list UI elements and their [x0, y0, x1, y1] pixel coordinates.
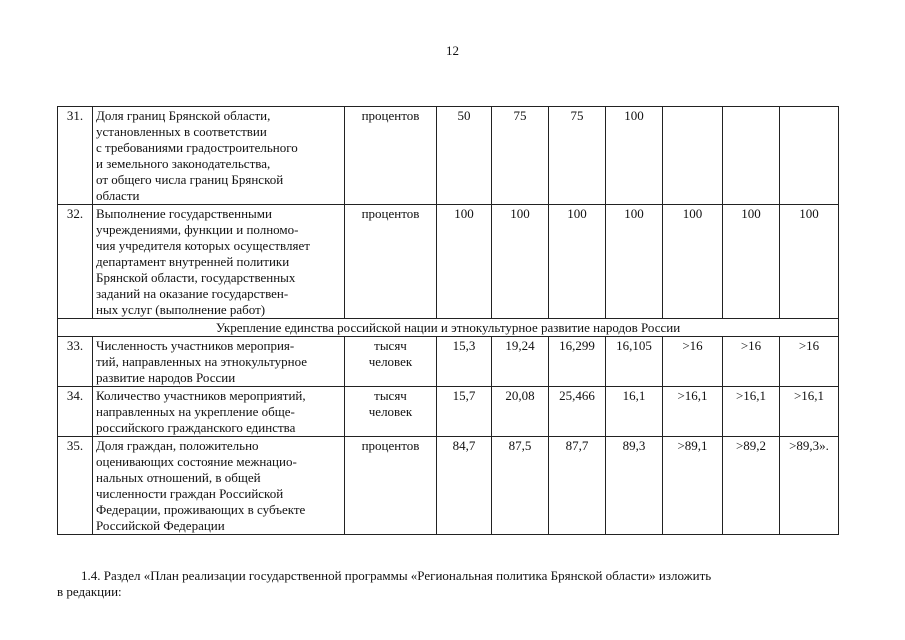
paragraph-text-continuation: в редакции:	[57, 584, 122, 599]
indicator-name-line: ных услуг (выполнение работ)	[96, 302, 266, 317]
table-row	[58, 205, 839, 319]
indicator-name-line: тий, направленных на этнокультурное	[96, 354, 308, 369]
indicator-name-line: учреждениями, функции и полномо-	[96, 222, 299, 237]
indicator-name-line: численности граждан Российской	[96, 486, 284, 501]
value-cell: 87,7	[549, 437, 606, 535]
row-number: 33.	[58, 337, 93, 387]
indicator-name	[93, 205, 345, 319]
indicator-name-line: нальных отношений, в общей	[96, 470, 261, 485]
unit-line: процентов	[361, 206, 420, 221]
indicator-name-line: с требованиями градостроительного	[96, 140, 298, 155]
value-cell: 100	[780, 205, 839, 319]
indicator-name	[93, 107, 345, 205]
value-cell: 15,3	[437, 337, 492, 387]
indicator-name-line: и земельного законодательства,	[96, 156, 271, 171]
value-cell: 19,24	[492, 337, 549, 387]
page-number: 12	[446, 43, 459, 58]
value-cell: >16,1	[780, 387, 839, 437]
unit-line: тысяч	[374, 388, 407, 403]
value-cell: 100	[437, 205, 492, 319]
value-cell: 75	[492, 107, 549, 205]
value-cell: >89,1	[663, 437, 723, 535]
value-cell: 89,3	[606, 437, 663, 535]
indicator-name-line: российского гражданского единства	[96, 420, 296, 435]
value-cell: 50	[437, 107, 492, 205]
table-row	[58, 337, 839, 387]
indicator-name	[93, 337, 345, 387]
unit-of-measure	[345, 337, 437, 387]
value-cell: 25,466	[549, 387, 606, 437]
value-cell: 16,105	[606, 337, 663, 387]
unit-of-measure	[345, 387, 437, 437]
indicator-name	[93, 387, 345, 437]
indicator-name-line: направленных на укрепление обще-	[96, 404, 295, 419]
indicator-name-line: департамент внутренней политики	[96, 254, 290, 269]
value-cell: 100	[663, 205, 723, 319]
value-cell: >16,1	[663, 387, 723, 437]
indicator-name-line: Российской Федерации	[96, 518, 225, 533]
value-cell: 100	[549, 205, 606, 319]
value-cell: 75	[549, 107, 606, 205]
unit-line: процентов	[361, 108, 420, 123]
value-cell: 100	[606, 107, 663, 205]
value-cell: >16	[723, 337, 780, 387]
section-header-row	[58, 319, 839, 337]
indicator-name-line: Брянской области, государственных	[96, 270, 296, 285]
unit-line: тысяч	[374, 338, 407, 353]
indicator-name-line: Численность участников мероприя-	[96, 338, 295, 353]
indicator-name-line: установленных в соответствии	[96, 124, 267, 139]
indicator-name-line: оценивающих состояние межнацио-	[96, 454, 297, 469]
indicator-name-line: Количество участников мероприятий,	[96, 388, 306, 403]
unit-line: человек	[368, 354, 413, 369]
indicator-name-line: от общего числа границ Брянской	[96, 172, 284, 187]
value-cell: 84,7	[437, 437, 492, 535]
unit-of-measure	[345, 437, 437, 535]
indicator-name-line: развитие народов России	[96, 370, 236, 385]
indicator-name-line: области	[96, 188, 140, 203]
table-body	[58, 107, 839, 535]
value-cell: 16,1	[606, 387, 663, 437]
value-cell: 16,299	[549, 337, 606, 387]
indicator-name-line: чия учредителя которых осуществляет	[96, 238, 310, 253]
indicator-name-line: Выполнение государственными	[96, 206, 272, 221]
unit-line: человек	[368, 404, 413, 419]
indicator-name-line: Доля границ Брянской области,	[96, 108, 271, 123]
indicator-name-line: заданий на оказание государствен-	[96, 286, 289, 301]
value-cell: 87,5	[492, 437, 549, 535]
value-cell: 100	[492, 205, 549, 319]
row-number: 35.	[58, 437, 93, 535]
value-cell: 100	[723, 205, 780, 319]
value-cell	[780, 107, 839, 205]
indicators-table	[57, 106, 839, 535]
row-number: 31.	[58, 107, 93, 205]
value-cell: >16	[663, 337, 723, 387]
table-row	[58, 437, 839, 535]
table-row	[58, 107, 839, 205]
row-number: 32.	[58, 205, 93, 319]
row-number: 34.	[58, 387, 93, 437]
value-cell: 100	[606, 205, 663, 319]
unit-of-measure	[345, 205, 437, 319]
value-cell: >89,2	[723, 437, 780, 535]
value-cell: >16,1	[723, 387, 780, 437]
value-cell: 15,7	[437, 387, 492, 437]
value-cell: >16	[780, 337, 839, 387]
unit-of-measure	[345, 107, 437, 205]
indicator-name	[93, 437, 345, 535]
unit-line: процентов	[361, 438, 420, 453]
value-cell	[723, 107, 780, 205]
value-cell: 20,08	[492, 387, 549, 437]
value-cell: >89,3».	[780, 437, 839, 535]
section-title: Укрепление единства российской нации и этнокультурное развитие народов России	[58, 319, 839, 337]
table-row	[58, 387, 839, 437]
paragraph-text: 1.4. Раздел «План реализации государственной программы «Региональная политика Брянской области» изложить	[81, 568, 712, 583]
indicator-name-line: Доля граждан, положительно	[96, 438, 259, 453]
value-cell	[663, 107, 723, 205]
indicator-name-line: Федерации, проживающих в субъекте	[96, 502, 306, 517]
